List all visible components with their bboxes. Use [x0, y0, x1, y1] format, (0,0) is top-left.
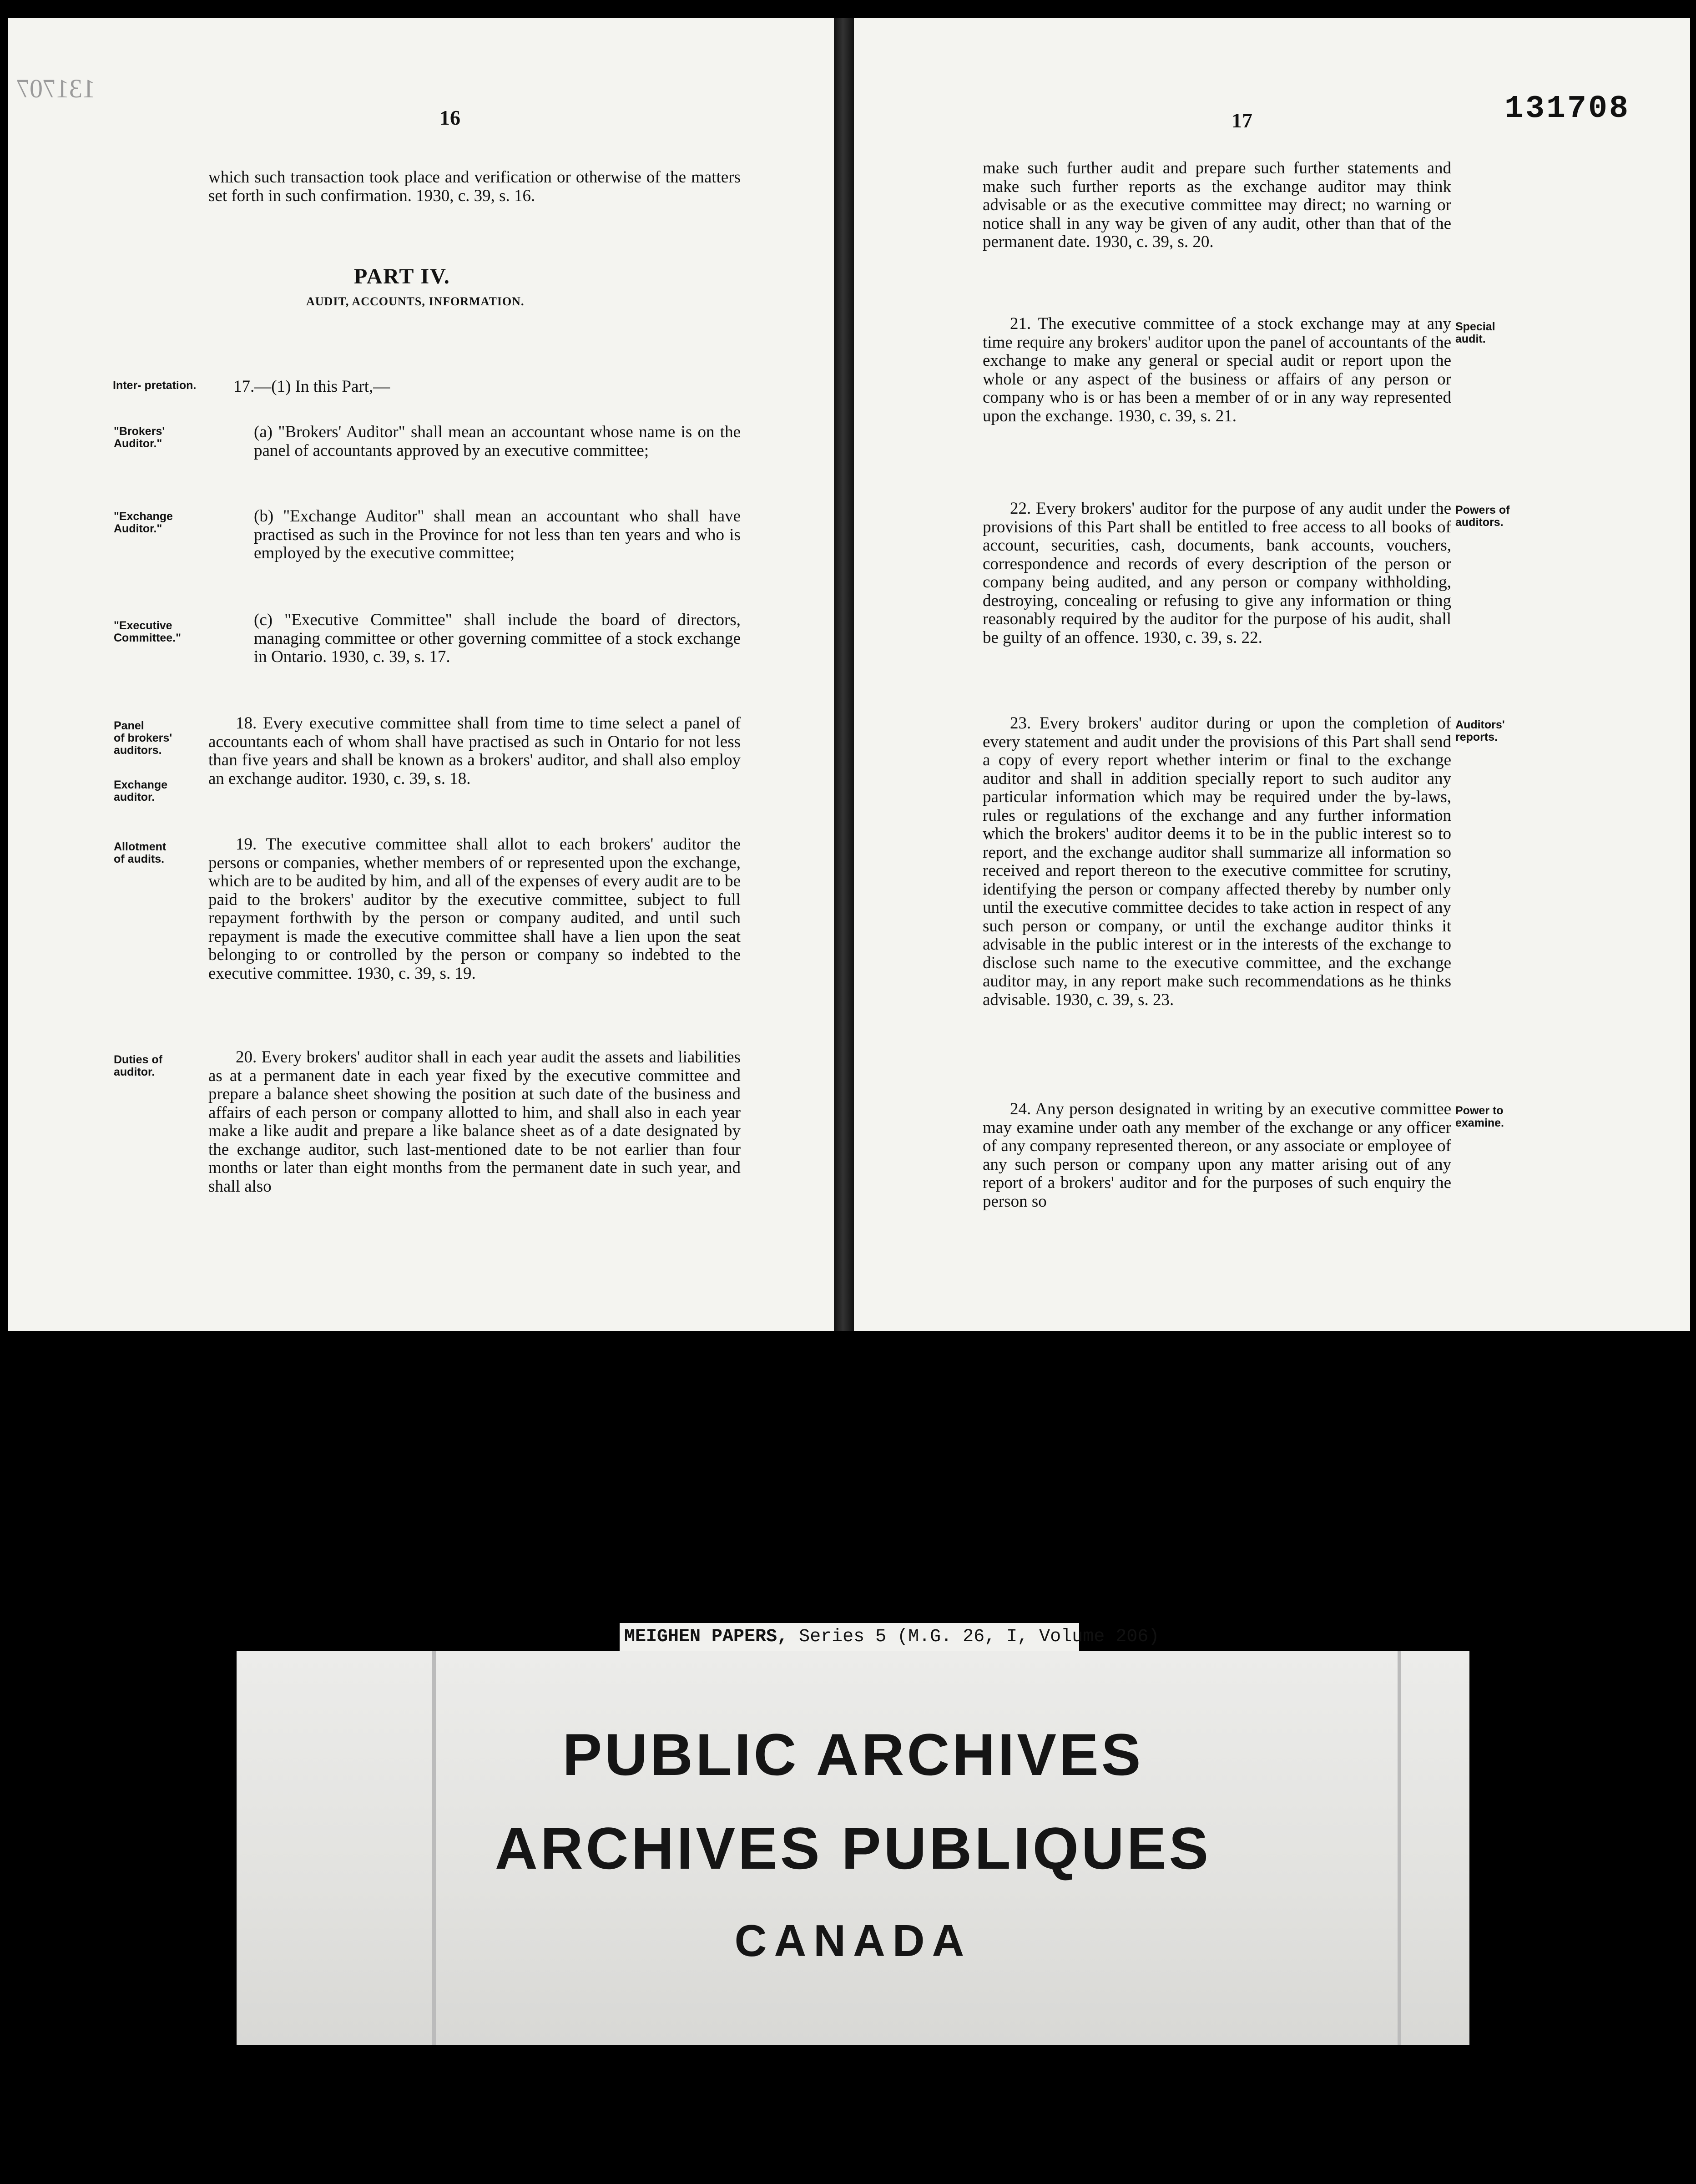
section-text: 21. The executive committee of a stock exchange may at any time require any brokers' auditor upon the panel of accountants of the exchange to make any general or special audit or report upon the whole or any aspect of the business or affairs of any person or company who is or has been a member of or in any way represented upon the exchange. 1930, c. 39, s. 21.	[983, 314, 1451, 425]
margin-note: Duties of auditor.	[114, 1053, 162, 1078]
faded-film-number: 131707	[16, 74, 96, 103]
margin-note: Powers of auditors.	[1455, 504, 1510, 529]
part-heading: PART IV.	[354, 264, 450, 288]
margin-note: Special audit.	[1455, 320, 1495, 345]
margin-note: Auditors' reports.	[1455, 718, 1505, 743]
film-number: 131708	[1504, 91, 1630, 127]
section-text: 23. Every brokers' auditor during or upon the completion of every statement and audit under the provisions of this Part shall send a copy of every report whether interim or final to the exchange auditor and shall in addition specially report to such auditor any particular information which may be required under the by-laws, rules or regulations of the exchange and any further information which the brokers' auditor deems it to be in the public interest so to report, and the exchange auditor shall summarize all information so received and report thereon to the executive committee for scrutiny, identifying the person or company affected thereby by number only until the executive committee decides to take action in respect of any such person or company, or until the exchange auditor thinks it advisable in the public interest or in the interests of the exchange to disclose such name to the executive committee, and the exchange auditor may, in any report make such recommendations as he thinks advisable. 1930, c. 39, s. 23.	[983, 714, 1451, 1009]
section-text: 18. Every executive committee shall from time to time select a panel of accountants each of whom shall have practised as such in Ontario for not less than five years and shall be known as a brokers' auditor, and shall also employ an exchange auditor. 1930, c. 39, s. 18.	[208, 714, 741, 788]
page-number: 17	[1232, 109, 1252, 132]
card-title-french: ARCHIVES PUBLIQUES	[495, 1815, 1211, 1881]
collection-stamp	[620, 1623, 1160, 1651]
page-number: 16	[439, 106, 460, 129]
archives-card	[237, 1651, 1469, 2045]
card-title-english: PUBLIC ARCHIVES	[562, 1721, 1144, 1788]
margin-note: "Exchange Auditor."	[114, 510, 173, 535]
section-text: (b) "Exchange Auditor" shall mean an accountant who shall have practised as such in the Province for not less than ten years and who is employed by the executive committee;	[254, 507, 741, 562]
margin-note: Panel of brokers' auditors.	[114, 719, 172, 757]
margin-note: Inter- pretation.	[113, 379, 197, 392]
section-text: 19. The executive committee shall allot to each brokers' auditor the persons or companies, whether members of or represented upon the exchange, which are to be audited by him, and all of the expenses of every audit are to be paid to the brokers' auditor by the executive committee, subject to full repayment forthwith by the person or company audited, and until such repayment is made the executive committee shall have a lien upon the seat belonging to or controlled by the person or company so indebted to the executive committee. 1930, c. 39, s. 19.	[208, 835, 741, 983]
margin-note: Power to examine.	[1455, 1104, 1504, 1129]
margin-note: "Brokers' Auditor."	[114, 425, 165, 450]
collection-name: MEIGHEN PAPERS,	[624, 1627, 788, 1647]
part-subheading: AUDIT, ACCOUNTS, INFORMATION.	[306, 295, 525, 308]
section-text: (c) "Executive Committee" shall include the board of directors, managing committee or other governing committee of a stock exchange in Ontario. 1930, c. 39, s. 17.	[254, 611, 741, 666]
right-page	[854, 18, 1690, 1331]
section-text: 17.—(1) In this Part,—	[233, 377, 390, 396]
margin-note: Allotment of audits.	[114, 840, 167, 865]
margin-note: Exchange auditor.	[114, 779, 168, 804]
series-label: Series 5	[799, 1627, 887, 1647]
section-text: 24. Any person designated in writing by an executive committee may examine under oath any member of the exchange or any officer of any company represented thereon, or any associate or employee of any such person or company upon any matter arising out of any report of a brokers' auditor and for the purposes of such enquiry the person so	[983, 1100, 1451, 1211]
reference-label: (M.G. 26, I, Volume 206)	[897, 1627, 1160, 1647]
section-text: 20. Every brokers' auditor shall in each year audit the assets and liabilities as at a permanent date in each year fixed by the executive committee and prepare a balance sheet showing the position at such date of the business and affairs of each person or company allotted to him, and shall also in each year make a like audit and prepare a like balance sheet as of a date designated by the exchange auditor, such last-mentioned date to be not earlier than four months or later than eight months from the permanent date in such year, and shall also	[208, 1048, 741, 1196]
continuation-text: make such further audit and prepare such further statements and make such further reports as the exchange auditor may think advisable or as the executive committee may direct; no warning or notice shall in any way be given of any audit, other than that of the permanent date. 1930, c. 39, s. 20.	[983, 159, 1451, 251]
section-text: 22. Every brokers' auditor for the purpose of any audit under the provisions of this Part shall be entitled to free access to all books of account, securities, cash, documents, bank accounts, vouchers, correspondence and records of every description of the person or company being audited, and any person or company withholding, destroying, concealing or refusing to give any information or thing reasonably required by the auditor for the purpose of his audit, shall be guilty of an offence. 1930, c. 39, s. 22.	[983, 499, 1451, 647]
book-gutter	[834, 18, 854, 1331]
section-text: (a) "Brokers' Auditor" shall mean an accountant whose name is on the panel of accountants approved by an executive committee;	[254, 423, 741, 460]
card-country: CANADA	[734, 1916, 972, 1966]
continuation-text: which such transaction took place and verification or otherwise of the matters set forth in such confirmation. 1930, c. 39, s. 16.	[208, 168, 741, 205]
left-page	[8, 18, 834, 1331]
margin-note: "Executive Committee."	[114, 619, 181, 644]
